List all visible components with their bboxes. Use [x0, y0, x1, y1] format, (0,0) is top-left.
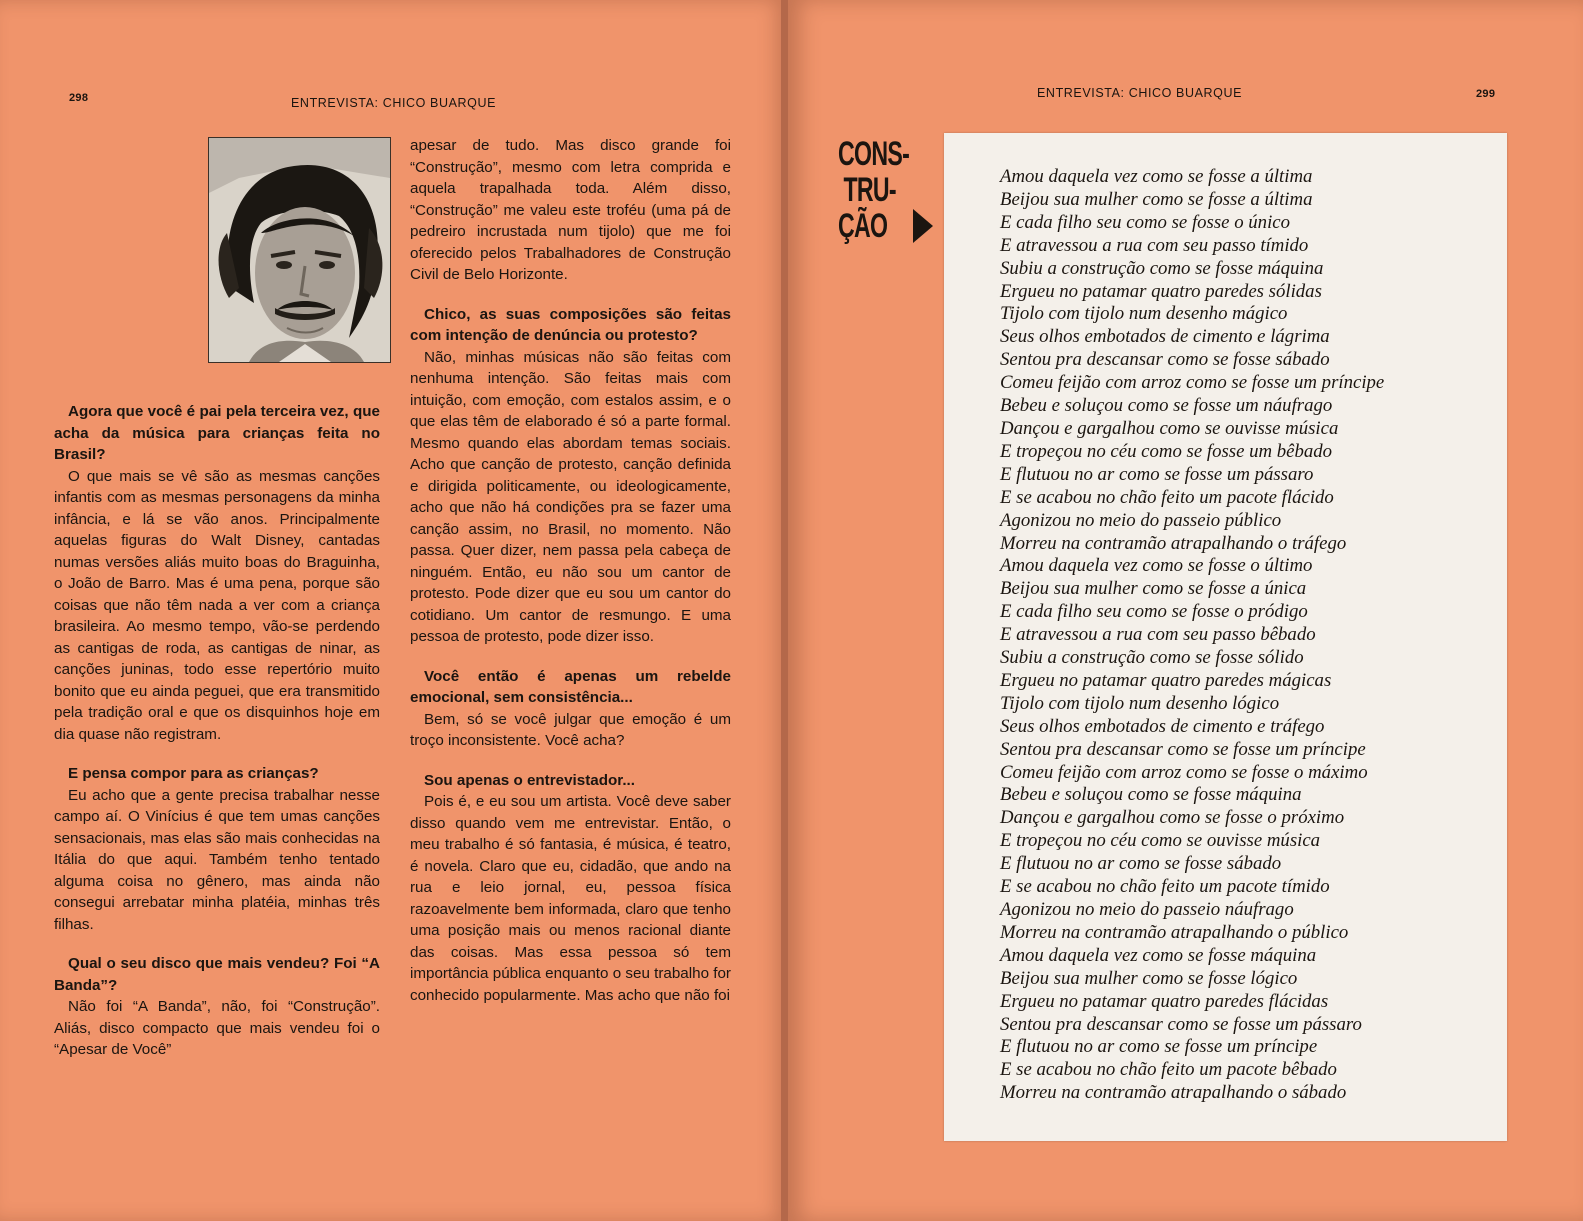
lyric-line: Beijou sua mulher como se fosse a última	[1000, 188, 1313, 210]
lyric-line: Ergueu no patamar quatro paredes sólidas	[1000, 280, 1322, 302]
interview-answer: apesar de tudo. Mas disco grande foi “Construção”, mesmo com letra comprida e aquela trapalhada toda. Além disso, “Construção” me valeu este troféu (uma pá de pedreiro incrustada num tijolo) que me foi oferecido pelos Trabalhadores de Construção Civil de Belo Horizonte.	[410, 137, 731, 283]
lyric-line: Sentou pra descansar como se fosse um pássaro	[1000, 1013, 1362, 1035]
interview-question: Qual o seu disco que mais vendeu? Foi “A Banda”?	[54, 955, 380, 994]
lyric-line: Bebeu e soluçou como se fosse máquina	[1000, 784, 1302, 806]
left-page	[0, 0, 786, 1221]
lyric-line: Tijolo com tijolo num desenho lógico	[1000, 692, 1280, 714]
arrow-right-icon	[913, 209, 933, 243]
lyric-line: E se acabou no chão feito um pacote tímido	[1000, 876, 1330, 898]
interview-question: Chico, as suas composições são feitas com intenção de denúncia ou protesto?	[410, 305, 731, 344]
lyric-line: E atravessou a rua com seu passo bêbado	[1000, 624, 1316, 646]
lyric-line: E flutuou no ar como se fosse um príncipe	[1000, 1036, 1318, 1058]
lyric-line: Amou daquela vez como se fosse o último	[1000, 555, 1313, 577]
interview-question: Sou apenas o entrevistador...	[424, 771, 636, 789]
lyric-line: Comeu feijão com arroz como se fosse um príncipe	[1000, 372, 1385, 394]
lyric-line: Ergueu no patamar quatro paredes mágicas	[1000, 669, 1332, 691]
lyric-line: E cada filho seu como se fosse o único	[1000, 211, 1291, 233]
page-number-left: 298	[69, 92, 89, 104]
interview-answer: Pois é, e eu sou um artista. Você deve saber disso quando vem me entrevistar. Então, o meu trabalho é só fantasia, é música, é teatro, é novela. Claro que eu, cidadão, que ando na rua e leio jornal, eu, pessoa física razoavelmente bem informada, claro que tenho uma posição mais ou menos racional diante das coisas. Mas essa pessoa só tem importância pública enquanto o seu trabalho for conhecido popularmente. Mas acho que não foi	[410, 793, 731, 1004]
lyric-line: Subiu a construção como se fosse máquina	[1000, 257, 1324, 279]
lyric-line: E cada filho seu como se fosse o pródigo	[1000, 601, 1308, 623]
lyric-line: Beijou sua mulher como se fosse lógico	[1000, 967, 1298, 989]
lyric-line: E flutuou no ar como se fosse sábado	[1000, 853, 1282, 875]
interview-question: E pensa compor para as crianças?	[68, 765, 319, 782]
page-number-right: 299	[1476, 88, 1496, 100]
lyric-line: Subiu a construção como se fosse sólido	[1000, 647, 1304, 669]
lyric-line: E tropeçou no céu como se fosse um bêbado	[1000, 440, 1333, 462]
lyric-line: Dançou e gargalhou como se fosse o próximo	[1000, 807, 1345, 829]
lyric-line: Sentou pra descansar como se fosse um príncipe	[1000, 738, 1366, 760]
lyric-line: Seus olhos embotados de cimento e lágrima	[1000, 326, 1330, 348]
interview-answer: O que mais se vê são as mesmas canções infantis com as mesmas personagens da minha infância, e lá se vão anos. Principalmente aquelas figuras do Walt Disney, cantadas numas versões aliás muito boas do Braguinha, o João de Barro. Mas é uma pena, porque são coisas que não têm nada a ver com a criança brasileira. Ao mesmo tempo, vão-se perdendo as cantigas de roda, as cantigas de ninar, as canções juninas, todo esse repertório muito bonito que eu ainda peguei, que era transmitido pela tradição oral e que os disquinhos hoje em dia quase não registram.	[54, 467, 380, 743]
portrait-photo	[208, 137, 391, 363]
song-lyrics	[1000, 166, 1500, 1105]
lyric-line: Tijolo com tijolo num desenho mágico	[1000, 303, 1288, 325]
interview-column-2	[410, 135, 731, 1006]
interview-answer: Não, minhas músicas não são feitas com nenhuma intenção. São feitas mais com intuição, com emoção, com estalos assim, e o que elas têm de elaborado é só a parte formal. Mesmo quando elas abordam temas sociais. Acho que canção de protesto, canção definida e dirigida politicamente, ou ideologicamente, acho que não há condições pra se fazer uma canção assim, no Brasil, no momento. Não passa. Quer dizer, nem passa pela cabeça de ninguém. Então, eu não sou um cantor de protesto. Pode dizer que eu sou um cantor do cotidiano. Um cantor de resmungo. E uma pessoa de protesto, pode dizer isso.	[410, 348, 731, 645]
lyric-line: Sentou pra descansar como se fosse sábado	[1000, 349, 1330, 371]
song-title	[838, 136, 938, 244]
lyric-line: Seus olhos embotados de cimento e tráfego	[1000, 715, 1325, 737]
interview-answer: Bem, só se você julgar que emoção é um troço inconsistente. Você acha?	[410, 710, 731, 749]
lyric-line: Agonizou no meio do passeio público	[1000, 509, 1282, 531]
lyric-line: E se acabou no chão feito um pacote flácido	[1000, 486, 1334, 508]
lyric-line: Morreu na contramão atrapalhando o tráfego	[1000, 532, 1347, 554]
lyric-line: Amou daquela vez como se fosse a última	[1000, 166, 1313, 187]
lyric-line: Bebeu e soluçou como se fosse um náufrago	[1000, 395, 1333, 417]
song-title-line-1: CONS-	[838, 135, 910, 173]
running-head-right: ENTREVISTA: CHICO BUARQUE	[1037, 86, 1243, 100]
lyric-line: Agonizou no meio do passeio náufrago	[1000, 899, 1294, 920]
interview-answer: Não foi “A Banda”, não, foi “Construção”. Aliás, disco compacto que mais vendeu foi o “Apesar de Você”	[54, 998, 380, 1058]
interview-question: Agora que você é pai pela terceira vez, que acha da música para crianças feita no Brasil?	[54, 403, 380, 463]
song-title-line-2: TRU-	[843, 171, 896, 209]
lyric-line: E flutuou no ar como se fosse um pássaro	[1000, 463, 1314, 485]
interview-question: Você então é apenas um rebelde emocional, sem consistência...	[410, 667, 731, 706]
lyric-line: E se acabou no chão feito um pacote bêbado	[1000, 1059, 1337, 1081]
lyric-line: Ergueu no patamar quatro paredes flácidas	[1000, 990, 1329, 1012]
running-head-left: ENTREVISTA: CHICO BUARQUE	[291, 96, 497, 110]
lyric-line: Comeu feijão com arroz como se fosse o máximo	[1000, 761, 1368, 783]
lyric-line: Beijou sua mulher como se fosse a única	[1000, 578, 1307, 600]
interview-column-1	[54, 401, 380, 1061]
interview-answer: Eu acho que a gente precisa trabalhar nesse campo aí. O Vinícius é que tem umas canções sensacionais, mas elas são mais conhecidas na Itália do que aqui. Também tenho tentado alguma coisa no gênero, mas ainda não consegui arrebatar minha platéia, minhas três filhas.	[54, 786, 380, 933]
lyric-line: E atravessou a rua com seu passo tímido	[1000, 234, 1309, 256]
lyric-line: Amou daquela vez como se fosse máquina	[1000, 944, 1317, 966]
lyric-line: Dançou e gargalhou como se ouvisse música	[1000, 417, 1339, 439]
portrait-illustration	[209, 138, 390, 362]
lyric-line: Morreu na contramão atrapalhando o público	[1000, 921, 1349, 943]
lyric-line: Morreu na contramão atrapalhando o sábado	[1000, 1082, 1347, 1104]
lyric-line: E tropeçou no céu como se ouvisse música	[1000, 830, 1321, 852]
song-title-line-3: ÇÃO	[838, 207, 888, 245]
